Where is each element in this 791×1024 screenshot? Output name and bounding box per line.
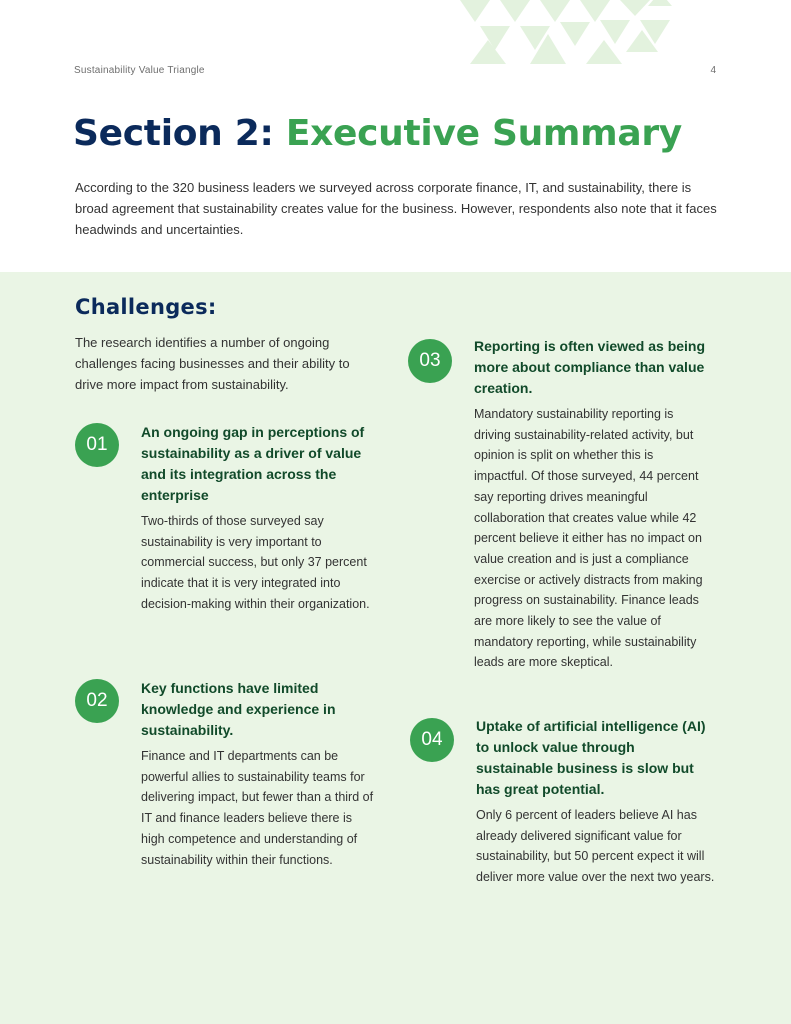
item-title: An ongoing gap in perceptions of sustainability as a driver of value and its integration across the enterprise	[141, 424, 365, 503]
item-body: Only 6 percent of leaders believe AI has already delivered significant value for sustainability, but 50 percent expect it will deliver more value over the next two years.	[476, 808, 715, 885]
title-highlight: Executive Summary	[285, 113, 682, 154]
item-body: Finance and IT departments can be powerful allies to sustainability teams for delivering impact, but fewer than a third of IT and finance leaders believe there is high competence and understanding of sustainability within their functions.	[141, 749, 374, 867]
challenges-intro: The research identifies a number of ongoing challenges facing businesses and their ability to drive more impact from sustainability.	[75, 335, 350, 392]
page-number: 4	[710, 65, 716, 76]
item-number-badge: 01	[75, 423, 119, 467]
item-number-badge: 02	[75, 679, 119, 723]
challenges-heading: Challenges:	[75, 295, 217, 319]
item-number-badge: 04	[410, 718, 454, 762]
page-title	[73, 110, 682, 158]
title-prefix: Section 2:	[73, 113, 274, 154]
item-title: Uptake of artificial intelligence (AI) to unlock value through sustainable business is slow but has great potential.	[476, 718, 706, 797]
intro-paragraph: According to the 320 business leaders we surveyed across corporate finance, IT, and sustainability, there is broad agreement that sustainability creates value for the business. However, respondents also note that it faces headwinds and uncertainties.	[75, 180, 717, 237]
item-body: Mandatory sustainability reporting is driving sustainability-related activity, but opinion is split on whether this is impactful. Of those surveyed, 44 percent say reporting drives meaningful collaboration that creates value while 42 percent believe it either has no impact on value creation and is just a compliance exercise or actively distracts from making progress on sustainability. Finance leads are more likely to see the value of mandatory reporting, while sustainability leads are more skeptical.	[474, 407, 703, 670]
item-title: Key functions have limited knowledge and experience in sustainability.	[141, 680, 336, 738]
document-title: Sustainability Value Triangle	[74, 65, 205, 76]
item-body: Two-thirds of those surveyed say sustainability is very important to commercial success, but only 37 percent indicate that it is very integrated into decision-making within their organization.	[141, 514, 370, 611]
triangle-pattern-decoration	[440, 0, 700, 70]
item-number-badge: 03	[408, 339, 452, 383]
item-title: Reporting is often viewed as being more about compliance than value creation.	[474, 338, 706, 396]
